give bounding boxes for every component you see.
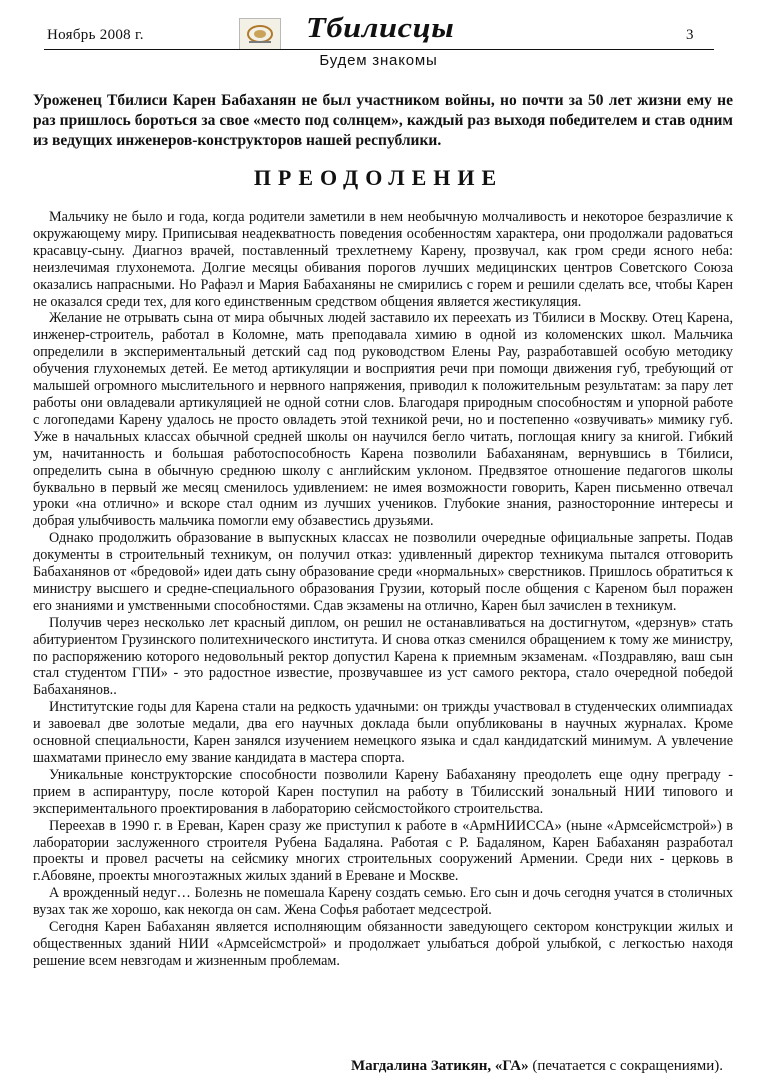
signature-note: (печатается с сокращениями). [532,1058,723,1074]
header-divider [44,49,714,50]
article-paragraph: А врожденный недуг… Болезнь не помешала Карену создать семью. Его сын и дочь сегодня учатся в столичных вузах так же хорошо, как некогда он сам. Жена Софья работает медсестрой. [33,885,733,919]
author-signature [0,1058,723,1075]
article-body [33,209,733,970]
article-paragraph: Мальчику не было и года, когда родители заметили в нем необычную молчаливость и некоторое безразличие к окружающему миру. Приписывая неадекватность поведения особенностям характера, они продолжали радоваться красавцу-сыну. Диагноз врачей, поставленный трехлетнему Карену, прозвучал, как гром среди ясного неба: неизлечимая глухонемота. Долгие месяцы обивания порогов лучших медицинских центров Советского Союза оказались напрасными. Но Рафаэл и Мария Бабаханяны не смирились с горем и решили сделать все, чтобы Карен не оказался среди тех, для кого единственным средством общения является жестикуляция. [33,209,733,310]
issue-date: Ноябрь 2008 г. [47,27,144,43]
article-paragraph: Однако продолжить образование в выпускных классах не позволили очередные официальные запреты. Подав документы в строительный техникум, он получил отказ: удивленный директор техникума пытался отговорить Бабаханянов от «бредовой» идеи дать сыну образование среди «нормальных» сверстников. Пришлось обратиться к министру высшего и средне-специального образования Грузии, который после общения с Кареном был поражен его знаниями и умственными способностями. Сдав экзамены на отлично, Карен был зачислен в техникум. [33,530,733,614]
section-title: Будем знакомы [319,52,438,69]
author-name: Магдалина Затикян, «ГА» [351,1058,529,1074]
article-paragraph: Сегодня Карен Бабаханян является исполняющим обязанности заведующего сектором конструкции жилых и общественных зданий НИИ «Армсейсмстрой» и продолжает улыбаться доброй улыбкой, с легкостью находя решение всем невзгодам и жизненным проблемам. [33,919,733,969]
page-number: 3 [686,27,694,43]
article-paragraph: Получив через несколько лет красный диплом, он решил не останавливаться на достигнутом, «дерзнув» стать абитуриентом Грузинского политехнического института. И снова отказ сменился обращением к тому же министру, по распоряжению которого недовольный ректор допустил Карена к приемным экзаменам. «Поздравляю, ваш сын стал студентом ГПИ» - это радостное известие, прозвучавшее из уст самого ректора, стало очередной победой Бабаханянов.. [33,614,733,699]
article-paragraph: Желание не отрывать сына от мира обычных людей заставило их переехать из Тбилиси в Москву. Отец Карена, инженер-строитель, работал в Коломне, мать преподавала химию в одной из коломенских школ. Мальчика определили в экспериментальный детский сад под руководством Елены Рау, разработавшей особую методику обучения глухонемых детей. Ее метод артикуляции и восприятия речи при помощи движения губ, требующий от малышей огромного мыслительного и нервного напряжения, приводил к положительным результатам: за пару лет работы они овладевали артикуляцией не одной сотни слов. Благодаря природным способностям и упорной работе с логопедами Карену удалось не просто овладеть этой техникой речи, но и постепенно «озвучивать» мимику губ. Уже в начальных классах обычной средней школы он научился бегло читать, поглощая книгу за книгой. Гибкий ум, начитанность и большая работоспособность Карена позволили Бабаханянам, вернувшись в Тбилиси, определить сына в обычную среднюю школу с английским уклоном. Предвзятое отношение педагогов школы буквально в первый же месяц сменилось удивлением: не имея возможности говорить, Карен письменно отвечал уроки «на отлично» и вскоре стал одним из лучших учеников. Глубокие знания, разносторонние интересы и добрая улыбчивость мальчика помогли ему обзавестись друзьями. [33,310,733,530]
article-paragraph: Уникальные конструкторские способности позволили Карену Бабаханяну преодолеть еще одну преграду - прием в аспирантуру, после которой Карен поступил на работу в Тбилисский зональный НИИ типового и экспериментального проектирования в лабораторию сейсмостойкого строительства. [33,766,733,817]
page-header [0,0,757,76]
masthead-title: Тбилисцы [306,12,455,44]
article-title: ПРЕОДОЛЕНИЕ [253,165,504,190]
article-paragraph: Переехав в 1990 г. в Ереван, Карен сразу же приступил к работе в «АрмНИИССА» (ныне «Армсейсмстрой») в лаборатории заслуженного строителя Рубена Бадаляна. Работая с Р. Бадаляном, Карен Бабаханян разработал проекты и провел расчеты на сейсмику многих строительных сооружений Армении. Среди них - церковь в г.Абовяне, проекты многоэтажных жилых зданий в Ереване и Москве. [33,817,733,885]
article-paragraph: Институтские годы для Карена стали на редкость удачными: он трижды участвовал в студенческих олимпиадах и завоевал две золотые медали, два его научных доклада были опубликованы в научных журналах. Кроме основной специальности, Карен занялся изучением немецкого языка и сдал кандидатский минимум. А увлечение шахматами принесло ему звание кандидата в мастера спорта. [33,699,733,766]
publisher-logo-icon [239,18,281,50]
lead-paragraph: Уроженец Тбилиси Карен Бабаханян не был участником войны, но почти за 50 лет жизни ему не раз пришлось бороться за свое «место под солнцем», каждый раз выходя победителем и став одним из ведущих инженеров-конструкторов нашей республики. [33,92,733,149]
